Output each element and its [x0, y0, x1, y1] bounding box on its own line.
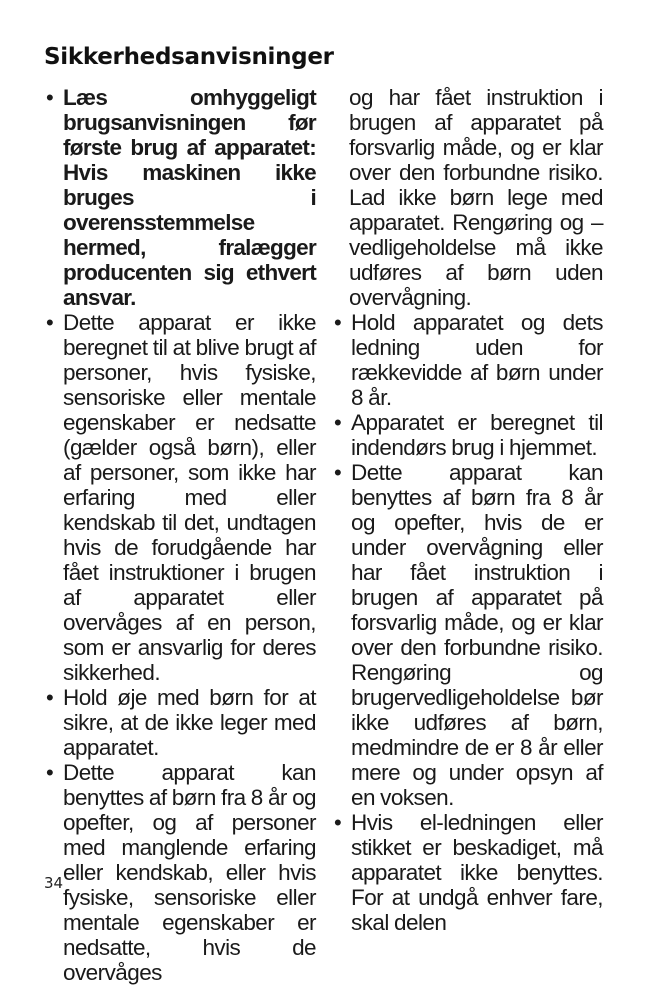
paragraph-text: Apparatet er beregnet til indendørs brug i hjemmet.: [351, 410, 603, 460]
bullet-item: [334, 810, 603, 935]
bullet-icon: •: [334, 410, 342, 435]
paragraph-text: Hold apparatet og dets ledning uden for rækkevidde af børn under 8 år.: [351, 310, 603, 410]
bullet-icon: •: [46, 685, 54, 710]
bullet-item: [334, 310, 603, 410]
bullet-item: [46, 310, 316, 685]
continued-paragraph: [334, 85, 603, 310]
bullet-icon: •: [46, 85, 54, 110]
bullet-item: [46, 85, 316, 310]
bullet-item: [46, 685, 316, 760]
paragraph-text: Læs omhyggeligt brugsanvisningen før første brug af apparatet: Hvis maskinen ikke bruges i overensstemmelse hermed, fralægger producenten sig ethvert ansvar.: [63, 85, 316, 310]
bullet-icon: •: [334, 810, 342, 835]
bullet-icon: •: [334, 310, 342, 335]
bullet-item: [334, 460, 603, 810]
paragraph-text: Hvis el-ledningen eller stikket er beskadiget, må apparatet ikke benyttes. For at undgå enhver fare, skal delen: [351, 810, 603, 935]
paragraph-text: og har fået instruktion i brugen af apparatet på forsvarlig måde, og er klar over den forbundne risiko. Lad ikke børn lege med apparatet. Rengøring og –vedligeholdelse må ikke udføres af børn uden overvågning.: [349, 85, 603, 310]
paragraph-text: Hold øje med børn for at sikre, at de ikke leger med apparatet.: [63, 685, 316, 760]
page-number: 34: [44, 874, 64, 892]
bullet-item: [334, 410, 603, 460]
paragraph-text: Dette apparat er ikke beregnet til at blive brugt af personer, hvis fysiske, sensoriske eller mentale egenskaber er nedsatte (gælder også børn), eller af personer, som ikke har erfaring med eller kendskab til det, undtagen hvis de forudgående har fået instruktioner i brugen af apparatet eller overvåges af en person, som er ansvarlig for deres sikkerhed.: [63, 310, 316, 685]
bullet-icon: •: [334, 460, 342, 485]
paragraph-text: Dette apparat kan benyttes af børn fra 8 år og opefter, og af personer med manglende erfaring eller kendskab, eller hvis fysiske, sensoriske eller mentale egenskaber er nedsatte, hvis de overvåges: [63, 760, 316, 985]
left-column: [46, 85, 316, 985]
paragraph-text: Dette apparat kan benyttes af børn fra 8 år og opefter, hvis de er under overvågning eller har fået instruktion i brugen af apparatet på forsvarlig måde, og er klar over den forbundne risiko. Rengøring og brugervedligeholdelse bør ikke udføres af børn, medmindre de er 8 år eller mere og under opsyn af en voksen.: [351, 460, 603, 810]
bullet-icon: •: [46, 310, 54, 335]
bullet-icon: •: [46, 760, 54, 785]
page-title: Sikkerhedsanvisninger: [44, 44, 334, 70]
bullet-item: [46, 760, 316, 985]
right-column: [334, 85, 603, 935]
